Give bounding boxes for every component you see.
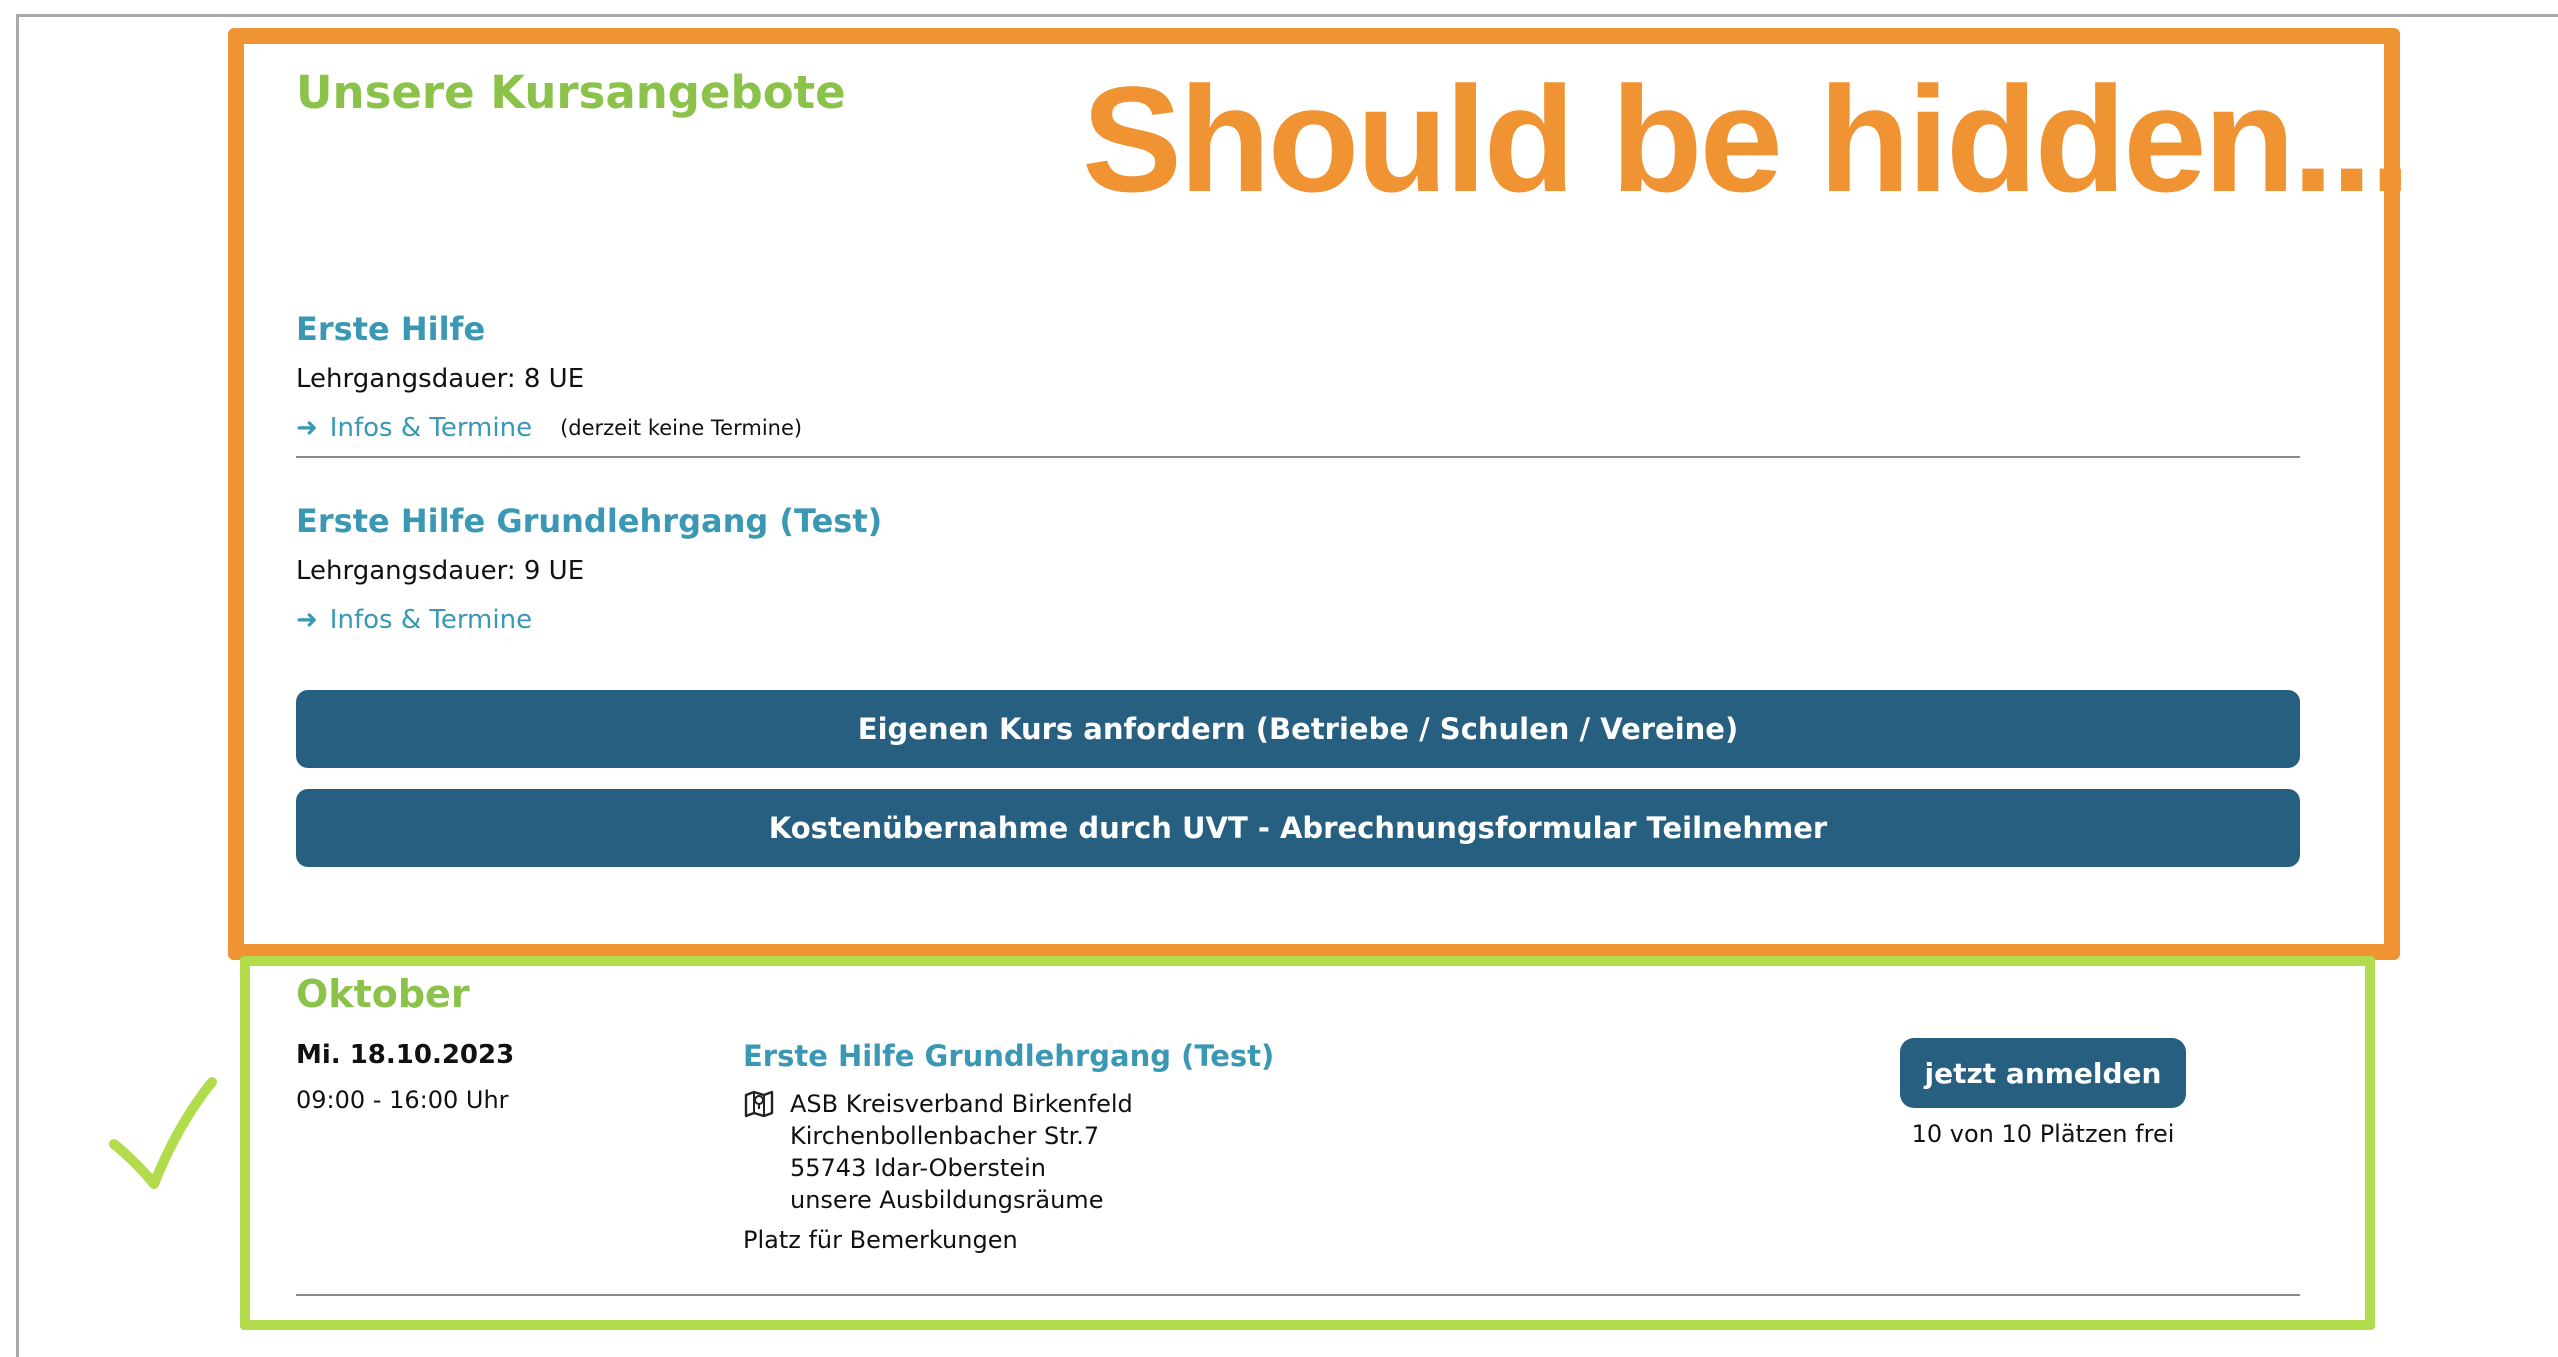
register-button[interactable]: jetzt anmelden [1900, 1038, 2186, 1108]
address-line: Kirchenbollenbacher Str.7 [790, 1122, 1100, 1150]
event-title[interactable]: Erste Hilfe Grundlehrgang (Test) [743, 1039, 1275, 1073]
event-time: 09:00 - 16:00 Uhr [296, 1086, 509, 1114]
event-remarks: Platz für Bemerkungen [743, 1226, 1018, 1254]
checkmark-icon [108, 1074, 218, 1194]
cost-coverage-button[interactable]: Kostenübernahme durch UVT - Abrechnungsformular Teilnehmer [296, 789, 2300, 867]
infos-termine-label: Infos & Termine [329, 413, 533, 443]
divider [296, 1294, 2300, 1296]
section-title-courses: Unsere Kursangebote [296, 66, 846, 119]
seats-available: 10 von 10 Plätzen frei [1911, 1120, 2175, 1148]
event-address [790, 1088, 1133, 1216]
course-duration: Lehrgangsdauer: 8 UE [296, 364, 585, 394]
map-icon [743, 1087, 775, 1119]
infos-termine-label: Infos & Termine [329, 605, 533, 635]
annotation-hidden-note: Should be hidden... [1082, 55, 2409, 223]
infos-termine-link[interactable] [296, 415, 802, 441]
address-line: unsere Ausbildungsräume [790, 1186, 1104, 1214]
request-course-button[interactable]: Eigenen Kurs anfordern (Betriebe / Schulen / Vereine) [296, 690, 2300, 768]
address-line: ASB Kreisverband Birkenfeld [790, 1090, 1133, 1118]
event-date: Mi. 18.10.2023 [296, 1040, 515, 1070]
divider [296, 456, 2300, 458]
course-title-erste-hilfe[interactable]: Erste Hilfe [296, 310, 486, 348]
course-duration: Lehrgangsdauer: 9 UE [296, 556, 585, 586]
arrow-right-icon: ➜ [296, 413, 318, 443]
arrow-right-icon: ➜ [296, 605, 318, 635]
infos-termine-link[interactable] [296, 607, 532, 633]
no-dates-note: (derzeit keine Termine) [560, 415, 803, 440]
address-line: 55743 Idar-Oberstein [790, 1154, 1046, 1182]
course-title-grundlehrgang[interactable]: Erste Hilfe Grundlehrgang (Test) [296, 502, 883, 540]
section-title-month: Oktober [296, 972, 470, 1016]
